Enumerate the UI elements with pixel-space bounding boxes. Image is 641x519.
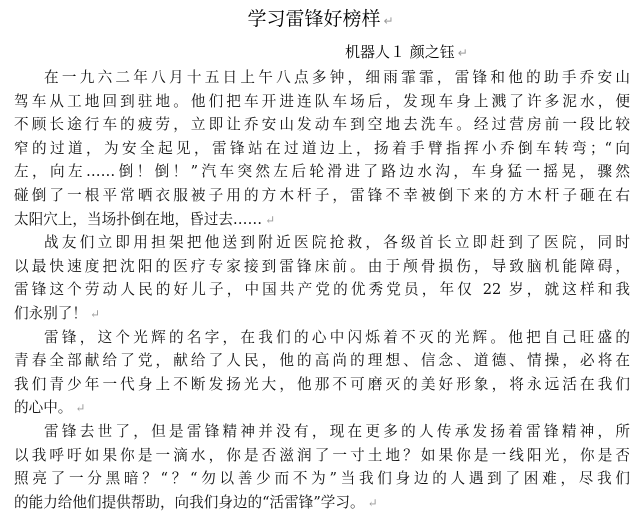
paragraph-mark-icon: ↵	[89, 306, 101, 321]
paragraph-line	[14, 349, 630, 373]
paragraph-text: 雷锋，这个光辉的名字，在我们的心中闪烁着不灭的光辉。他把自己旺盛的	[44, 328, 630, 346]
paragraph-mark-icon: ↵	[457, 46, 468, 60]
paragraph-line	[14, 373, 630, 397]
paragraph-line	[14, 137, 630, 161]
paragraph-text: 碰倒了一根平常晒衣服被子用的方木杆子，雷锋不幸被倒下来的方木杆子砸在右	[14, 186, 630, 204]
paragraph-line	[14, 113, 630, 137]
paragraph-text: 雷锋去世了，但是雷锋精神并没有，现在更多的人传承发扬着雷锋精神，所	[44, 422, 630, 440]
paragraph-text: 驾车从工地回到驻地。他们把车开进连队车场后，发现车身上溅了许多泥水，便	[14, 92, 630, 110]
paragraph-text: 我们青少年一代身上不断发扬光大，他那不可磨灭的美好形象，将永远活在我们	[14, 375, 630, 393]
paragraph-line	[14, 396, 630, 420]
paragraph-text: 青春全部献给了党，献给了人民，他的高尚的理想、信念、道德、情操，必将在	[14, 352, 630, 370]
paragraph-text: 的能力给他们提供帮助，向我们身边的“活雷锋”学习。	[14, 493, 365, 511]
paragraph-line	[14, 184, 630, 208]
document-title	[0, 6, 641, 34]
paragraph-line	[14, 278, 630, 302]
paragraph-line	[14, 467, 630, 491]
paragraph-text: 雷锋这个劳动人民的好儿子，中国共产党的优秀党员，年仅 22 岁，就这样和我	[14, 281, 630, 299]
paragraph-text: 以我呼吁如果你是一滴水，你是否滋润了一寸土地？如果你是一线阳光，你是否	[14, 446, 630, 464]
paragraph-line	[14, 66, 630, 90]
paragraph-text: 不顾长途行车的疲劳，立即让乔安山发动车到空地去洗车。经过营房前一段比较	[14, 116, 630, 134]
paragraph-mark-icon: ↵	[367, 495, 378, 510]
paragraph-mark-icon: ↵	[383, 14, 394, 28]
paragraph-line	[14, 491, 630, 515]
paragraph-line	[14, 208, 630, 232]
author-name: 机器人１ 颜之钰	[345, 43, 455, 61]
paragraph-line	[14, 444, 630, 468]
paragraph-line	[14, 326, 630, 350]
paragraph-text: 们永别了！	[14, 304, 87, 322]
paragraph-mark-icon: ↵	[75, 401, 86, 416]
paragraph-text: 左，向左……倒！倒！”汽车突然左后轮滑进了路边水沟，车身猛一摇晃，骤然	[14, 163, 630, 181]
paragraph-line	[14, 255, 630, 279]
paragraph-text: 以最快速度把沈阳的医疗专家接到雷锋床前。由于颅骨损伤，导致脑机能障碍，	[14, 257, 630, 275]
paragraph-line	[14, 90, 630, 114]
paragraph-text: 在一九六二年八月十五日上午八点多钟，细雨霏霏，雷锋和他的助手乔安山	[44, 69, 630, 86]
paragraph-text: 太阳穴上，当场扑倒在地，昏过去……	[14, 210, 263, 228]
paragraph-text: 照亮了一分黑暗？“？“勿以善少而不为”当我们身边的人遇到了困难，尽我们	[14, 470, 630, 488]
paragraph-line	[14, 302, 630, 326]
paragraph-line	[14, 231, 630, 255]
document-title-text: 学习雷锋好榜样	[247, 8, 381, 30]
author-line	[345, 42, 468, 63]
paragraph-text: 的心中。	[14, 399, 73, 417]
paragraph-mark-icon: ↵	[265, 212, 276, 227]
paragraph-text: 窄的过道，为安全起见，雷锋站在过道边上，扬着手臂指挥小乔倒车转弯；“向	[14, 139, 630, 157]
document-body	[14, 66, 630, 514]
paragraph-text: 战友们立即用担架把他送到附近医院抢救，各级首长立即赶到了医院，同时	[44, 234, 630, 252]
paragraph-line	[14, 420, 630, 444]
paragraph-line	[14, 160, 630, 184]
